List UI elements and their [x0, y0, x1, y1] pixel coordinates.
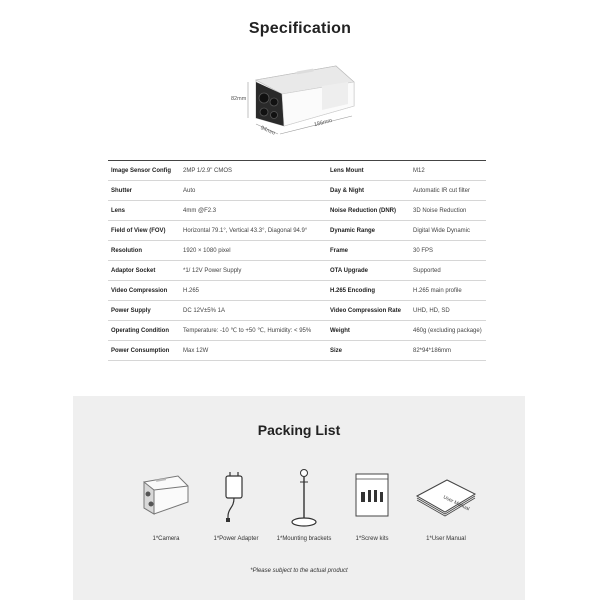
spec-label: OTA Upgrade [330, 267, 369, 274]
spec-label: Operating Condition [111, 327, 169, 334]
packing-item-mounting-brackets [269, 468, 339, 542]
spec-row [108, 281, 486, 301]
packing-item-caption: 1*Power Adapter [213, 536, 259, 542]
manual-cover-text: User Manual [442, 494, 471, 513]
spec-value: 460g (excluding package) [413, 327, 482, 334]
spec-row [108, 221, 486, 241]
spec-value: 2MP 1/2.9" CMOS [183, 167, 233, 174]
camera-dimension-figure [226, 60, 376, 150]
spec-label: Power Supply [111, 307, 151, 314]
spec-label: Lens [111, 207, 126, 214]
spec-value: DC 12V±5% 1A [183, 307, 225, 314]
spec-label: Weight [330, 327, 350, 334]
spec-label: Shutter [111, 187, 132, 194]
spec-label: Day & Night [330, 187, 365, 194]
spec-label: Lens Mount [330, 167, 364, 174]
spec-row [108, 161, 486, 181]
spec-value: 1920 × 1080 pixel [183, 247, 231, 254]
spec-row [108, 321, 486, 341]
spec-value: Auto [183, 187, 196, 194]
packing-item-caption: 1*Mounting brackets [276, 536, 332, 542]
spec-row [108, 241, 486, 261]
disclaimer-note: *Please subject to the actual product [250, 568, 348, 574]
spec-row [108, 261, 486, 281]
spec-value: M12 [413, 167, 425, 174]
spec-value: Max 12W [183, 347, 209, 354]
packing-item-caption: 1*Camera [152, 536, 180, 542]
spec-value: 30 FPS [413, 247, 434, 254]
spec-title: Specification [248, 20, 352, 37]
spec-value: Automatic IR cut filter [413, 187, 471, 194]
packing-item-caption: 1*User Manual [426, 536, 466, 542]
spec-value: 3D Noise Reduction [413, 207, 467, 214]
spec-label: Adaptor Socket [111, 267, 156, 274]
packing-list-title: Packing List [257, 422, 341, 438]
spec-value: Temperature: -10 ℃ to +50 ℃, Humidity: < 95% [183, 328, 312, 334]
spec-value: Horizontal 79.1°, Vertical 43.3°, Diagonal 94.9° [183, 227, 308, 234]
spec-label: Field of View (FOV) [111, 227, 166, 234]
user-manual-icon [413, 468, 479, 524]
bullet-camera-icon [226, 60, 376, 150]
packing-item-screw-kits [337, 468, 407, 542]
spec-value: 4mm @F2.3 [183, 207, 217, 214]
spec-value: Digital Wide Dynamic [413, 227, 471, 234]
spec-value: H.265 main profile [413, 287, 462, 294]
spec-value: UHD, HD, SD [413, 307, 450, 314]
packing-item-power-adapter [201, 468, 271, 542]
spec-label: Resolution [111, 247, 142, 254]
spec-row [108, 301, 486, 321]
spec-value: 82*94*186mm [413, 347, 452, 354]
spec-label: Power Consumption [111, 347, 170, 354]
spec-label: Size [330, 347, 343, 354]
packing-list-section [73, 396, 525, 600]
packing-item-caption: 1*Screw kits [355, 536, 389, 542]
spec-value: Supported [413, 267, 441, 274]
spec-table [108, 160, 486, 361]
spec-value: H.265 [183, 287, 200, 294]
screw-kit-icon [344, 468, 400, 524]
spec-label: Video Compression Rate [330, 307, 401, 314]
spec-label: Video Compression [111, 287, 168, 294]
camera-icon [138, 468, 194, 524]
spec-label: Image Sensor Config [111, 167, 172, 174]
spec-row [108, 341, 486, 361]
packing-item-camera [131, 468, 201, 542]
spec-value: *1/ 12V Power Supply [183, 267, 242, 274]
spec-row [108, 181, 486, 201]
packing-item-user-manual [411, 468, 481, 542]
spec-label: H.265 Encoding [330, 287, 376, 294]
spec-label: Noise Reduction (DNR) [330, 207, 396, 214]
spec-row [108, 201, 486, 221]
height-dimension: 82mm [231, 96, 247, 102]
power-adapter-icon [208, 468, 264, 524]
length-dimension: 186mm [313, 117, 333, 129]
spec-label: Dynamic Range [330, 227, 376, 234]
mounting-bracket-icon [276, 468, 332, 530]
spec-label: Frame [330, 247, 349, 254]
width-dimension: 94mm [259, 125, 276, 137]
